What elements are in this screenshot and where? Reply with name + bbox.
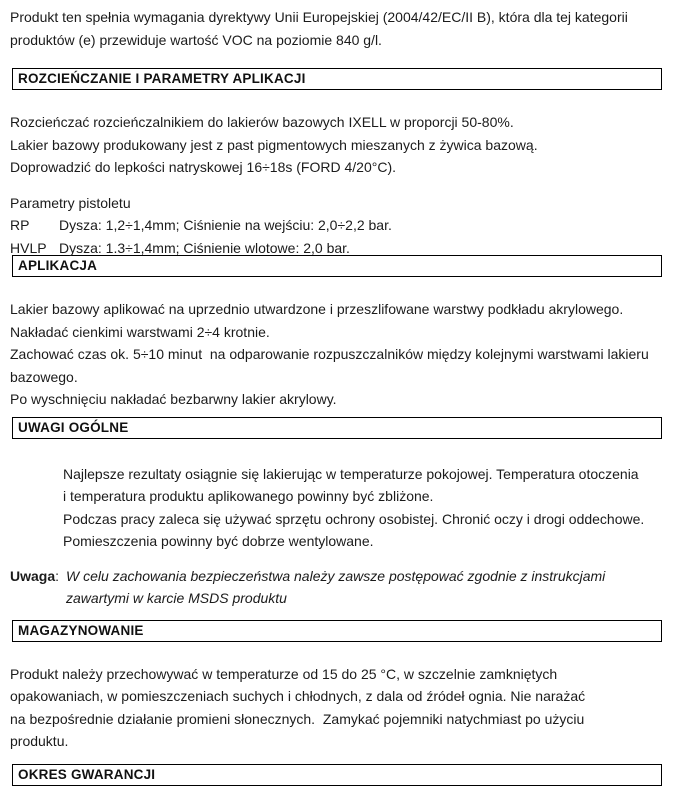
text-line: zawartymi w karcie MSDS produktu (66, 590, 287, 606)
text-line: Po wyschnięciu nakładać bezbarwny lakier akrylowy. (10, 391, 337, 407)
text-line: Najlepsze rezultaty osiągnie się lakierując w temperaturze pokojowej. Temperatura otoczenia (63, 465, 639, 482)
gun-parameters-heading: Parametry pistoletu (10, 194, 131, 211)
text-line: produktów (e) przewiduje wartość VOC na poziomie 840 g/l. (10, 31, 382, 48)
storage-paragraph (10, 663, 676, 753)
text-line: Nakładać cienkimi warstwami 2÷4 krotnie. (10, 323, 270, 340)
safety-note-label: Uwaga (10, 567, 56, 584)
text-line: na bezpośrednie działanie promieni słonecznych. Zamykać pojemniki natychmiast po użyciu (10, 710, 585, 727)
gun-label: HVLP (10, 239, 47, 256)
section-header-application: APLIKACJA (12, 255, 662, 277)
gun-value: Dysza: 1.3÷1,4mm; Ciśnienie wlotowe: 2,0 bar. (59, 239, 350, 256)
section-header-general-notes: UWAGI OGÓLNE (12, 417, 662, 439)
text-line: bazowego. (10, 368, 78, 385)
text-line: opakowaniach, w pomieszczeniach suchych i chłodnych, z dala od źródeł ognia. Nie narażać (10, 688, 586, 704)
gun-label: RP (10, 217, 30, 233)
text-line: Pomieszczenia powinny być dobrze wentylowane. (63, 533, 374, 549)
text-line: Rozcieńczać rozcieńczalnikiem do lakierów bazowych IXELL w proporcji 50-80%. (10, 114, 514, 130)
gun-row-rp (10, 214, 676, 237)
text-line: Produkt ten spełnia wymagania dyrektywy Unii Europejskiej (2004/42/EC/II B), która dla tej kategorii (10, 9, 628, 25)
safety-note-separator: : (55, 567, 60, 584)
intro-paragraph (10, 6, 676, 51)
safety-note (10, 565, 676, 610)
text-line: Zachować czas ok. 5÷10 minut na odparowanie rozpuszczalników między kolejnymi warstwami lakieru (10, 346, 649, 362)
text-line: Lakier bazowy aplikować na uprzednio utwardzone i przeszlifowane warstwy podkładu akrylowego. (10, 301, 624, 317)
text-line: Doprowadzić do lepkości natryskowej 16÷18s (FORD 4/20°C). (10, 159, 396, 175)
gun-value: Dysza: 1,2÷1,4mm; Ciśnienie na wejściu: 2,0÷2,2 bar. (59, 217, 392, 233)
text-line: i temperatura produktu aplikowanego powinny być zbliżone. (63, 488, 434, 504)
text-line: W celu zachowania bezpieczeństwa należy zawsze postępować zgodnie z instrukcjami (66, 567, 606, 584)
text-line: produktu. (10, 733, 69, 749)
text-line: Podczas pracy zaleca się używać sprzętu ochrony osobistej. Chronić oczy i drogi oddechowe. (63, 510, 645, 527)
section-header-storage: MAGAZYNOWANIE (12, 620, 662, 642)
general-notes-paragraph (10, 463, 676, 553)
text-line: Lakier bazowy produkowany jest z past pigmentowych mieszanych z żywica bazową. (10, 136, 538, 153)
dilution-paragraph (10, 111, 676, 179)
section-header-dilution: ROZCIEŃCZANIE I PARAMETRY APLIKACJI (12, 68, 662, 90)
application-paragraph (10, 298, 676, 411)
gun-parameters (10, 192, 676, 260)
safety-note-text (66, 565, 605, 610)
section-header-warranty: OKRES GWARANCJI (12, 764, 662, 786)
text-line: Produkt należy przechowywać w temperaturze od 15 do 25 °C, w szczelnie zamkniętych (10, 665, 558, 682)
